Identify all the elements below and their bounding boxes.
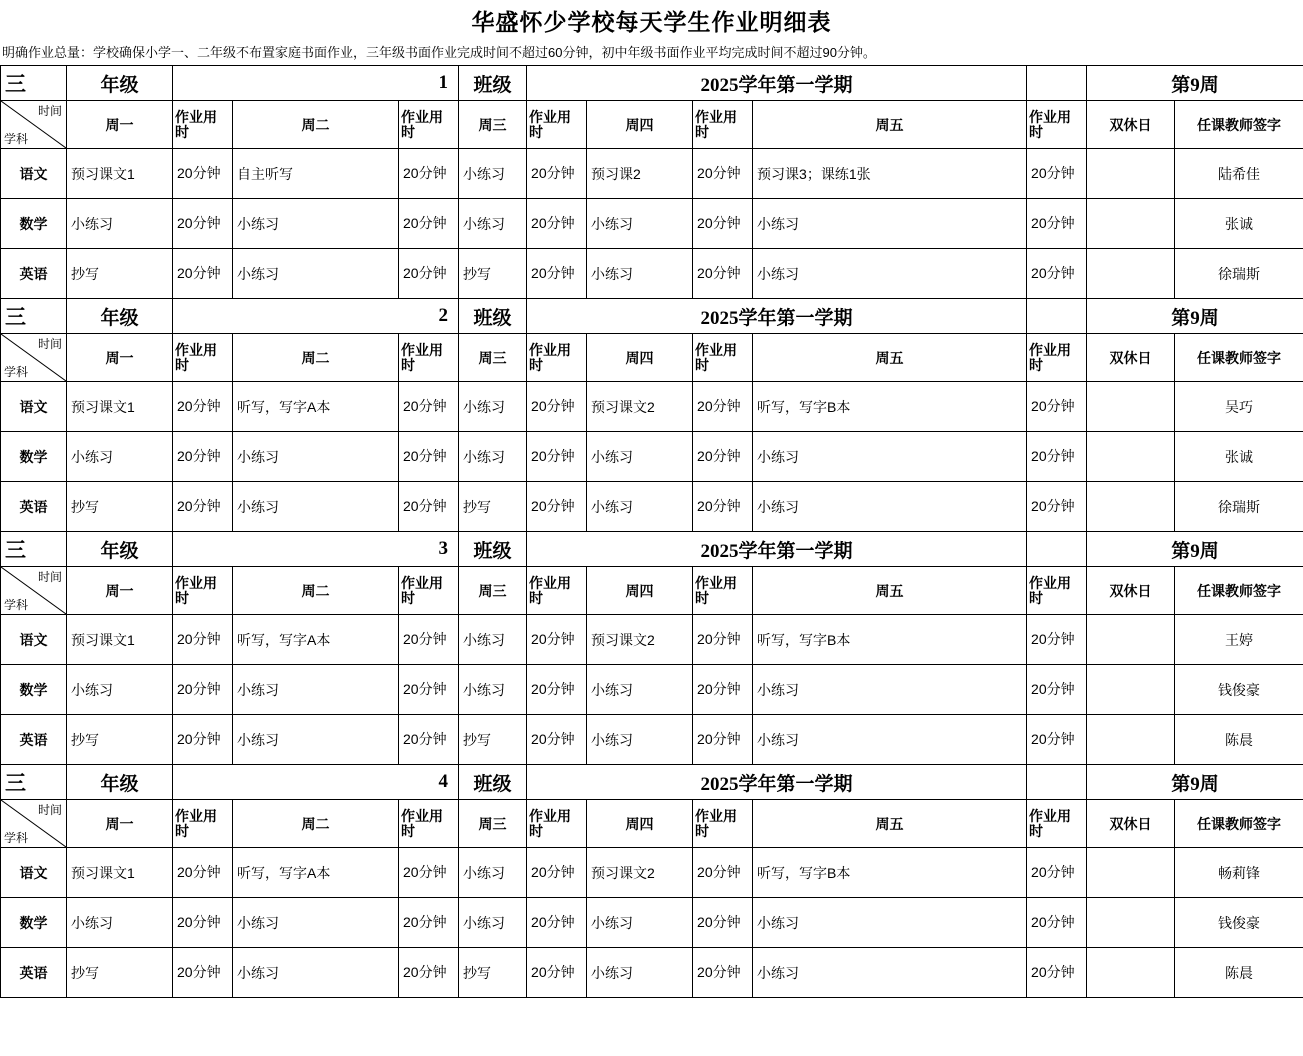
subject-cell: 英语 bbox=[1, 482, 67, 532]
duration-thu[interactable]: 20分钟 bbox=[693, 249, 753, 299]
homework-fri[interactable]: 小练习 bbox=[753, 432, 1027, 482]
column-header-row bbox=[1, 567, 1303, 615]
duration-tue[interactable]: 20分钟 bbox=[399, 432, 459, 482]
block-meta-row bbox=[1, 299, 1303, 334]
duration-fri[interactable]: 20分钟 bbox=[1027, 249, 1087, 299]
homework-fri[interactable]: 小练习 bbox=[753, 665, 1027, 715]
homework-weekend[interactable] bbox=[1087, 149, 1175, 199]
header-thursday: 周四 bbox=[587, 101, 693, 149]
duration-tue[interactable]: 20分钟 bbox=[399, 149, 459, 199]
homework-thu[interactable]: 预习课文2 bbox=[587, 615, 693, 665]
teacher-signature[interactable]: 陈晨 bbox=[1175, 948, 1303, 998]
duration-mon[interactable]: 20分钟 bbox=[173, 199, 233, 249]
table-row bbox=[1, 382, 1303, 432]
duration-thu[interactable]: 20分钟 bbox=[693, 482, 753, 532]
duration-fri[interactable]: 20分钟 bbox=[1027, 482, 1087, 532]
term-value: 2025学年第一学期 bbox=[527, 532, 1027, 567]
column-header-row bbox=[1, 101, 1303, 149]
class-label: 班级 bbox=[459, 299, 527, 334]
header-monday: 周一 bbox=[67, 101, 173, 149]
block-meta-row bbox=[1, 765, 1303, 800]
duration-fri[interactable]: 20分钟 bbox=[1027, 149, 1087, 199]
header-wednesday: 周三 bbox=[459, 567, 527, 615]
header-subject-label: 学科 bbox=[4, 365, 29, 379]
teacher-signature[interactable]: 钱俊豪 bbox=[1175, 898, 1303, 948]
header-duration-fri: 作业用时 bbox=[1027, 800, 1087, 848]
table-row bbox=[1, 249, 1303, 299]
homework-fri[interactable]: 小练习 bbox=[753, 482, 1027, 532]
header-teacher-signature: 任课教师签字 bbox=[1175, 800, 1303, 848]
homework-mon[interactable]: 小练习 bbox=[67, 199, 173, 249]
homework-wed[interactable]: 小练习 bbox=[459, 615, 527, 665]
term-value: 2025学年第一学期 bbox=[527, 299, 1027, 334]
header-wednesday: 周三 bbox=[459, 800, 527, 848]
duration-tue[interactable]: 20分钟 bbox=[399, 948, 459, 998]
grade-value: 三 bbox=[1, 299, 67, 334]
header-duration-wed: 作业用时 bbox=[527, 334, 587, 382]
homework-fri[interactable]: 听写，写字B本 bbox=[753, 848, 1027, 898]
header-duration-mon: 作业用时 bbox=[173, 800, 233, 848]
homework-thu[interactable]: 小练习 bbox=[587, 898, 693, 948]
duration-fri[interactable]: 20分钟 bbox=[1027, 615, 1087, 665]
homework-wed[interactable]: 小练习 bbox=[459, 665, 527, 715]
policy-note: 明确作业总量：学校确保小学一、二年级不布置家庭书面作业，三年级书面作业完成时间不超过60分钟，初中年级书面作业平均完成时间不超过90分钟。 bbox=[2, 45, 876, 60]
duration-thu[interactable]: 20分钟 bbox=[693, 848, 753, 898]
duration-tue[interactable]: 20分钟 bbox=[399, 199, 459, 249]
homework-tue[interactable]: 小练习 bbox=[233, 482, 399, 532]
subject-cell: 数学 bbox=[1, 898, 67, 948]
term-value: 2025学年第一学期 bbox=[527, 765, 1027, 800]
homework-thu[interactable]: 小练习 bbox=[587, 432, 693, 482]
homework-tue[interactable]: 小练习 bbox=[233, 199, 399, 249]
homework-fri[interactable]: 小练习 bbox=[753, 249, 1027, 299]
subject-cell: 英语 bbox=[1, 948, 67, 998]
teacher-signature[interactable]: 吴巧 bbox=[1175, 382, 1303, 432]
table-row bbox=[1, 665, 1303, 715]
header-duration-wed: 作业用时 bbox=[527, 567, 587, 615]
class-value: 4 bbox=[173, 765, 459, 800]
grade-value: 三 bbox=[1, 532, 67, 567]
header-duration-mon: 作业用时 bbox=[173, 101, 233, 149]
table-row bbox=[1, 482, 1303, 532]
table-row bbox=[1, 848, 1303, 898]
homework-weekend[interactable] bbox=[1087, 249, 1175, 299]
duration-tue[interactable]: 20分钟 bbox=[399, 715, 459, 765]
duration-tue[interactable]: 20分钟 bbox=[399, 665, 459, 715]
homework-tue[interactable]: 小练习 bbox=[233, 249, 399, 299]
header-teacher-signature: 任课教师签字 bbox=[1175, 101, 1303, 149]
table-row bbox=[1, 715, 1303, 765]
homework-weekend[interactable] bbox=[1087, 665, 1175, 715]
header-tuesday: 周二 bbox=[233, 567, 399, 615]
header-duration-tue: 作业用时 bbox=[399, 101, 459, 149]
homework-wed[interactable]: 小练习 bbox=[459, 898, 527, 948]
homework-tue[interactable]: 小练习 bbox=[233, 948, 399, 998]
duration-wed[interactable]: 20分钟 bbox=[527, 149, 587, 199]
class-label: 班级 bbox=[459, 532, 527, 567]
homework-weekend[interactable] bbox=[1087, 715, 1175, 765]
homework-wed[interactable]: 小练习 bbox=[459, 432, 527, 482]
class-label: 班级 bbox=[459, 66, 527, 101]
duration-mon[interactable]: 20分钟 bbox=[173, 948, 233, 998]
duration-wed[interactable]: 20分钟 bbox=[527, 249, 587, 299]
duration-thu[interactable]: 20分钟 bbox=[693, 382, 753, 432]
homework-wed[interactable]: 小练习 bbox=[459, 199, 527, 249]
class-value: 1 bbox=[173, 66, 459, 101]
duration-mon[interactable]: 20分钟 bbox=[173, 249, 233, 299]
header-duration-fri: 作业用时 bbox=[1027, 334, 1087, 382]
duration-mon[interactable]: 20分钟 bbox=[173, 432, 233, 482]
subject-cell: 数学 bbox=[1, 432, 67, 482]
duration-thu[interactable]: 20分钟 bbox=[693, 948, 753, 998]
homework-thu[interactable]: 小练习 bbox=[587, 665, 693, 715]
header-duration-mon: 作业用时 bbox=[173, 334, 233, 382]
header-tuesday: 周二 bbox=[233, 334, 399, 382]
header-time-label: 时间 bbox=[37, 570, 62, 584]
meta-spacer bbox=[1027, 532, 1087, 567]
table-row bbox=[1, 149, 1303, 199]
teacher-signature[interactable]: 陈晨 bbox=[1175, 715, 1303, 765]
header-corner-cell bbox=[1, 101, 67, 149]
header-thursday: 周四 bbox=[587, 334, 693, 382]
subject-cell: 数学 bbox=[1, 665, 67, 715]
duration-tue[interactable]: 20分钟 bbox=[399, 249, 459, 299]
week-value: 第9周 bbox=[1087, 532, 1303, 567]
header-thursday: 周四 bbox=[587, 567, 693, 615]
duration-wed[interactable]: 20分钟 bbox=[527, 848, 587, 898]
duration-thu[interactable]: 20分钟 bbox=[693, 432, 753, 482]
teacher-signature[interactable]: 徐瑞斯 bbox=[1175, 482, 1303, 532]
homework-tue[interactable]: 听写，写字A本 bbox=[233, 382, 399, 432]
meta-spacer bbox=[1027, 765, 1087, 800]
homework-mon[interactable]: 预习课文1 bbox=[67, 615, 173, 665]
header-teacher-signature: 任课教师签字 bbox=[1175, 334, 1303, 382]
duration-fri[interactable]: 20分钟 bbox=[1027, 898, 1087, 948]
homework-tue[interactable]: 小练习 bbox=[233, 432, 399, 482]
header-friday: 周五 bbox=[753, 101, 1027, 149]
subject-cell: 数学 bbox=[1, 199, 67, 249]
teacher-signature[interactable]: 张诚 bbox=[1175, 432, 1303, 482]
duration-fri[interactable]: 20分钟 bbox=[1027, 715, 1087, 765]
header-duration-tue: 作业用时 bbox=[399, 567, 459, 615]
header-duration-wed: 作业用时 bbox=[527, 800, 587, 848]
page-title: 华盛怀少学校每天学生作业明细表 bbox=[471, 10, 832, 35]
table-row bbox=[1, 948, 1303, 998]
homework-weekend[interactable] bbox=[1087, 948, 1175, 998]
table-row bbox=[1, 615, 1303, 665]
header-duration-wed: 作业用时 bbox=[527, 101, 587, 149]
duration-mon[interactable]: 20分钟 bbox=[173, 715, 233, 765]
subject-cell: 英语 bbox=[1, 715, 67, 765]
header-duration-tue: 作业用时 bbox=[399, 334, 459, 382]
header-time-label: 时间 bbox=[37, 104, 62, 118]
homework-mon[interactable]: 抄写 bbox=[67, 482, 173, 532]
duration-thu[interactable]: 20分钟 bbox=[693, 665, 753, 715]
homework-mon[interactable]: 小练习 bbox=[67, 665, 173, 715]
subject-cell: 语文 bbox=[1, 615, 67, 665]
header-friday: 周五 bbox=[753, 800, 1027, 848]
class-label: 班级 bbox=[459, 765, 527, 800]
homework-fri[interactable]: 听写，写字B本 bbox=[753, 382, 1027, 432]
homework-tue[interactable]: 听写，写字A本 bbox=[233, 615, 399, 665]
homework-thu[interactable]: 小练习 bbox=[587, 482, 693, 532]
header-tuesday: 周二 bbox=[233, 101, 399, 149]
duration-fri[interactable]: 20分钟 bbox=[1027, 432, 1087, 482]
homework-mon[interactable]: 抄写 bbox=[67, 715, 173, 765]
header-time-label: 时间 bbox=[37, 803, 62, 817]
homework-fri[interactable]: 小练习 bbox=[753, 948, 1027, 998]
header-wednesday: 周三 bbox=[459, 334, 527, 382]
duration-fri[interactable]: 20分钟 bbox=[1027, 665, 1087, 715]
header-wednesday: 周三 bbox=[459, 101, 527, 149]
homework-mon[interactable]: 预习课文1 bbox=[67, 848, 173, 898]
subject-cell: 英语 bbox=[1, 249, 67, 299]
meta-spacer bbox=[1027, 66, 1087, 101]
duration-fri[interactable]: 20分钟 bbox=[1027, 199, 1087, 249]
subject-cell: 语文 bbox=[1, 848, 67, 898]
homework-thu[interactable]: 小练习 bbox=[587, 715, 693, 765]
table-row bbox=[1, 199, 1303, 249]
week-value: 第9周 bbox=[1087, 299, 1303, 334]
duration-mon[interactable]: 20分钟 bbox=[173, 898, 233, 948]
header-friday: 周五 bbox=[753, 567, 1027, 615]
homework-weekend[interactable] bbox=[1087, 615, 1175, 665]
homework-wed[interactable]: 抄写 bbox=[459, 948, 527, 998]
homework-weekend[interactable] bbox=[1087, 898, 1175, 948]
homework-mon[interactable]: 小练习 bbox=[67, 432, 173, 482]
homework-tue[interactable]: 自主听写 bbox=[233, 149, 399, 199]
duration-fri[interactable]: 20分钟 bbox=[1027, 848, 1087, 898]
homework-thu[interactable]: 小练习 bbox=[587, 199, 693, 249]
header-corner-cell bbox=[1, 334, 67, 382]
class-value: 3 bbox=[173, 532, 459, 567]
duration-wed[interactable]: 20分钟 bbox=[527, 665, 587, 715]
subject-cell: 语文 bbox=[1, 149, 67, 199]
homework-fri[interactable]: 听写，写字B本 bbox=[753, 615, 1027, 665]
homework-thu[interactable]: 小练习 bbox=[587, 249, 693, 299]
grade-label: 年级 bbox=[67, 66, 173, 101]
homework-weekend[interactable] bbox=[1087, 432, 1175, 482]
header-subject-label: 学科 bbox=[4, 132, 29, 146]
header-weekend: 双休日 bbox=[1087, 101, 1175, 149]
duration-thu[interactable]: 20分钟 bbox=[693, 149, 753, 199]
homework-weekend[interactable] bbox=[1087, 382, 1175, 432]
header-duration-thu: 作业用时 bbox=[693, 334, 753, 382]
teacher-signature[interactable]: 陆希佳 bbox=[1175, 149, 1303, 199]
header-corner-cell bbox=[1, 800, 67, 848]
grade-value: 三 bbox=[1, 66, 67, 101]
homework-wed[interactable]: 抄写 bbox=[459, 249, 527, 299]
header-friday: 周五 bbox=[753, 334, 1027, 382]
homework-mon[interactable]: 抄写 bbox=[67, 948, 173, 998]
duration-tue[interactable]: 20分钟 bbox=[399, 482, 459, 532]
teacher-signature[interactable]: 畅莉锋 bbox=[1175, 848, 1303, 898]
homework-tue[interactable]: 小练习 bbox=[233, 898, 399, 948]
header-monday: 周一 bbox=[67, 334, 173, 382]
duration-wed[interactable]: 20分钟 bbox=[527, 432, 587, 482]
homework-tue[interactable]: 小练习 bbox=[233, 665, 399, 715]
homework-mon[interactable]: 抄写 bbox=[67, 249, 173, 299]
header-thursday: 周四 bbox=[587, 800, 693, 848]
grade-label: 年级 bbox=[67, 532, 173, 567]
duration-mon[interactable]: 20分钟 bbox=[173, 848, 233, 898]
teacher-signature[interactable]: 张诚 bbox=[1175, 199, 1303, 249]
column-header-row bbox=[1, 334, 1303, 382]
header-monday: 周一 bbox=[67, 800, 173, 848]
homework-wed[interactable]: 小练习 bbox=[459, 848, 527, 898]
header-weekend: 双休日 bbox=[1087, 800, 1175, 848]
homework-tue[interactable]: 听写，写字A本 bbox=[233, 848, 399, 898]
homework-wed[interactable]: 小练习 bbox=[459, 149, 527, 199]
duration-tue[interactable]: 20分钟 bbox=[399, 898, 459, 948]
grade-label: 年级 bbox=[67, 765, 173, 800]
header-subject-label: 学科 bbox=[4, 831, 29, 845]
header-duration-fri: 作业用时 bbox=[1027, 101, 1087, 149]
teacher-signature[interactable]: 徐瑞斯 bbox=[1175, 249, 1303, 299]
duration-thu[interactable]: 20分钟 bbox=[693, 615, 753, 665]
duration-wed[interactable]: 20分钟 bbox=[527, 898, 587, 948]
duration-thu[interactable]: 20分钟 bbox=[693, 898, 753, 948]
homework-wed[interactable]: 抄写 bbox=[459, 715, 527, 765]
homework-fri[interactable]: 小练习 bbox=[753, 898, 1027, 948]
duration-wed[interactable]: 20分钟 bbox=[527, 199, 587, 249]
header-subject-label: 学科 bbox=[4, 598, 29, 612]
term-value: 2025学年第一学期 bbox=[527, 66, 1027, 101]
subject-cell: 语文 bbox=[1, 382, 67, 432]
duration-tue[interactable]: 20分钟 bbox=[399, 615, 459, 665]
meta-spacer bbox=[1027, 299, 1087, 334]
duration-wed[interactable]: 20分钟 bbox=[527, 482, 587, 532]
homework-tue[interactable]: 小练习 bbox=[233, 715, 399, 765]
homework-mon[interactable]: 预习课文1 bbox=[67, 382, 173, 432]
header-corner-cell bbox=[1, 567, 67, 615]
homework-weekend[interactable] bbox=[1087, 482, 1175, 532]
duration-mon[interactable]: 20分钟 bbox=[173, 149, 233, 199]
homework-fri[interactable]: 小练习 bbox=[753, 199, 1027, 249]
duration-wed[interactable]: 20分钟 bbox=[527, 948, 587, 998]
duration-fri[interactable]: 20分钟 bbox=[1027, 382, 1087, 432]
homework-thu[interactable]: 预习课2 bbox=[587, 149, 693, 199]
header-weekend: 双休日 bbox=[1087, 567, 1175, 615]
homework-table bbox=[0, 65, 1303, 998]
duration-mon[interactable]: 20分钟 bbox=[173, 615, 233, 665]
duration-mon[interactable]: 20分钟 bbox=[173, 382, 233, 432]
duration-wed[interactable]: 20分钟 bbox=[527, 715, 587, 765]
header-duration-mon: 作业用时 bbox=[173, 567, 233, 615]
homework-mon[interactable]: 预习课文1 bbox=[67, 149, 173, 199]
header-time-label: 时间 bbox=[37, 337, 62, 351]
duration-fri[interactable]: 20分钟 bbox=[1027, 948, 1087, 998]
header-duration-thu: 作业用时 bbox=[693, 101, 753, 149]
week-value: 第9周 bbox=[1087, 66, 1303, 101]
column-header-row bbox=[1, 800, 1303, 848]
header-teacher-signature: 任课教师签字 bbox=[1175, 567, 1303, 615]
homework-fri[interactable]: 预习课3；课练1张 bbox=[753, 149, 1027, 199]
header-monday: 周一 bbox=[67, 567, 173, 615]
block-meta-row bbox=[1, 532, 1303, 567]
duration-wed[interactable]: 20分钟 bbox=[527, 382, 587, 432]
class-value: 2 bbox=[173, 299, 459, 334]
teacher-signature[interactable]: 钱俊豪 bbox=[1175, 665, 1303, 715]
homework-weekend[interactable] bbox=[1087, 199, 1175, 249]
homework-thu[interactable]: 预习课文2 bbox=[587, 848, 693, 898]
duration-mon[interactable]: 20分钟 bbox=[173, 482, 233, 532]
duration-mon[interactable]: 20分钟 bbox=[173, 665, 233, 715]
duration-tue[interactable]: 20分钟 bbox=[399, 848, 459, 898]
block-meta-row bbox=[1, 66, 1303, 101]
teacher-signature[interactable]: 王婷 bbox=[1175, 615, 1303, 665]
homework-wed[interactable]: 小练习 bbox=[459, 382, 527, 432]
grade-label: 年级 bbox=[67, 299, 173, 334]
header-weekend: 双休日 bbox=[1087, 334, 1175, 382]
grade-value: 三 bbox=[1, 765, 67, 800]
homework-thu[interactable]: 小练习 bbox=[587, 948, 693, 998]
duration-thu[interactable]: 20分钟 bbox=[693, 199, 753, 249]
homework-wed[interactable]: 抄写 bbox=[459, 482, 527, 532]
duration-tue[interactable]: 20分钟 bbox=[399, 382, 459, 432]
header-tuesday: 周二 bbox=[233, 800, 399, 848]
homework-mon[interactable]: 小练习 bbox=[67, 898, 173, 948]
homework-fri[interactable]: 小练习 bbox=[753, 715, 1027, 765]
duration-thu[interactable]: 20分钟 bbox=[693, 715, 753, 765]
header-duration-fri: 作业用时 bbox=[1027, 567, 1087, 615]
table-row bbox=[1, 432, 1303, 482]
homework-weekend[interactable] bbox=[1087, 848, 1175, 898]
header-duration-thu: 作业用时 bbox=[693, 800, 753, 848]
table-row bbox=[1, 898, 1303, 948]
week-value: 第9周 bbox=[1087, 765, 1303, 800]
header-duration-thu: 作业用时 bbox=[693, 567, 753, 615]
header-duration-tue: 作业用时 bbox=[399, 800, 459, 848]
duration-wed[interactable]: 20分钟 bbox=[527, 615, 587, 665]
homework-thu[interactable]: 预习课文2 bbox=[587, 382, 693, 432]
